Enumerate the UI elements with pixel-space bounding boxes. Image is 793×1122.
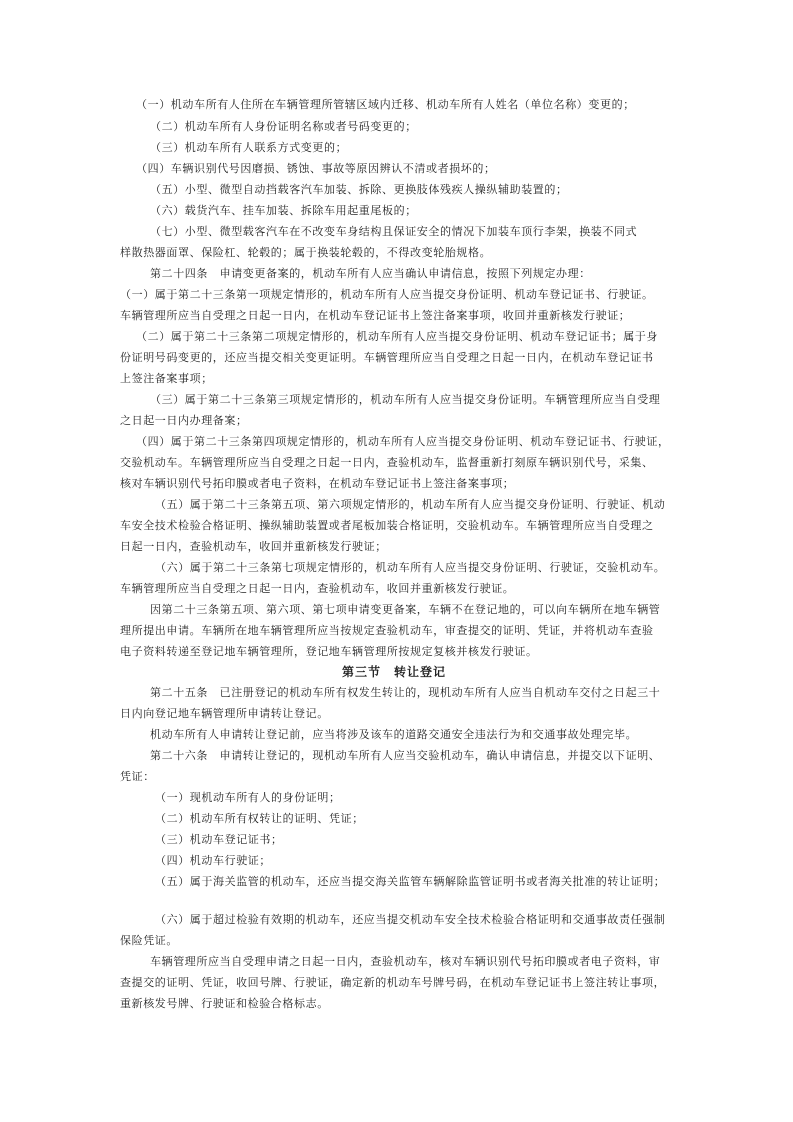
- article-24: 第二十四条 申请变更备案的，机动车所有人应当确认申请信息，按照下列规定办理：: [150, 267, 591, 280]
- text-line: 日起一日内，查验机动车，收回并重新核发行驶证；: [120, 540, 387, 553]
- text-line: 上签注备案事项；: [120, 372, 213, 385]
- text-line: （一）属于第二十三条第一项规定情形的，机动车所有人应当提交身份证明、机动车登记证书、行驶证。: [120, 288, 654, 301]
- text-line: 车辆管理所应当自受理之日起一日内，在机动车登记证书上签注备案事项，收回并重新核发行驶证；: [120, 309, 631, 322]
- text-line: （五）属于第二十三条第五项、第六项规定情形的，机动车所有人应当提交身份证明、行驶证、机动: [155, 498, 666, 511]
- text-line: （一）现机动车所有人的身份证明；: [155, 791, 341, 804]
- text-line: （七）小型、微型载客汽车在不改变车身结构且保证安全的情况下加装车顶行李架，换装不同式: [150, 225, 638, 238]
- article-25: 第二十五条 已注册登记的机动车所有权发生转让的，现机动车所有人应当自机动车交付之日起三十: [150, 686, 661, 699]
- text-line: 重新核发号牌、行驶证和检验合格标志。: [120, 997, 329, 1010]
- text-line: （四）机动车行驶证；: [155, 854, 271, 867]
- article-26: 第二十六条 申请转让登记的，现机动车所有人应当交验机动车，确认申请信息，并提交以下证明、: [150, 749, 661, 762]
- text-line: （三）机动车所有人联系方式变更的；: [150, 141, 348, 154]
- text-line: （二）属于第二十三条第二项规定情形的，机动车所有人应当提交身份证明、机动车登记证书；属于身: [136, 330, 658, 343]
- text-line: （二）机动车所有权转让的证明、凭证；: [155, 812, 364, 825]
- text-line: 核对车辆识别代号拓印膜或者电子资料，在机动车登记证书上签注备案事项；: [120, 477, 515, 490]
- text-line: （一）机动车所有人住所在车辆管理所管辖区域内迁移、机动车所有人姓名（单位名称）变更的；: [136, 98, 635, 111]
- text-line: （三）属于第二十三条第三项规定情形的，机动车所有人应当提交身份证明。车辆管理所应当自受理: [150, 393, 661, 406]
- text-line: 查提交的证明、凭证，收回号牌、行驶证，确定新的机动车号牌号码，在机动车登记证书上签注转让事项，: [120, 976, 666, 989]
- section-heading: 第三节 转让登记: [342, 665, 447, 679]
- text-line: 因第二十三条第五项、第六项、第七项申请变更备案，车辆不在登记地的，可以向车辆所在地车辆管: [150, 603, 661, 616]
- text-line: 电子资料转递至登记地车辆管理所，登记地车辆管理所按规定复核并核发行驶证。: [120, 645, 538, 658]
- text-line: 车辆管理所应当自受理申请之日起一日内，查验机动车，核对车辆识别代号拓印膜或者电子资料，审: [150, 955, 661, 968]
- text-line: （五）小型、微型自动挡载客汽车加装、拆除、更换肢体残疾人操纵辅助装置的；: [150, 183, 568, 196]
- text-line: 样散热器面罩、保险杠、轮毂的；属于换装轮毂的，不得改变轮胎规格。: [120, 246, 492, 259]
- text-line: 理所提出申请。车辆所在地车辆管理所应当按规定查验机动车，审查提交的证明、凭证，并将机动车查验: [120, 624, 654, 637]
- text-line: 车辆管理所应当自受理之日起一日内，查验机动车，收回并重新核发行驶证。: [120, 582, 515, 595]
- text-line: 交验机动车。车辆管理所应当自受理之日起一日内，查验机动车，监督重新打刻原车辆识别代号，采集、: [120, 456, 654, 469]
- text-line: （二）机动车所有人身份证明名称或者号码变更的；: [150, 120, 417, 133]
- text-line: 机动车所有人申请转让登记前，应当将涉及该车的道路交通安全违法行为和交通事故处理完毕。: [150, 728, 638, 741]
- text-line: （三）机动车登记证书；: [155, 833, 283, 846]
- text-line: （六）属于第二十三条第七项规定情形的，机动车所有人应当提交身份证明、行驶证，交验机动车。: [155, 561, 666, 574]
- text-line: 日内向登记地车辆管理所申请转让登记。: [120, 707, 329, 720]
- text-line: （四）属于第二十三条第四项规定情形的，机动车所有人应当提交身份证明、机动车登记证书、行驶证，: [136, 435, 670, 448]
- text-line: 之日起一日内办理备案；: [120, 414, 248, 427]
- text-line: 凭证：: [120, 770, 155, 783]
- text-line: （六）载货汽车、挂车加装、拆除车用起重尾板的；: [150, 204, 417, 217]
- text-line: （五）属于海关监管的机动车，还应当提交海关监管车辆解除监管证明书或者海关批准的转让证明；: [155, 875, 666, 888]
- text-line: 车安全技术检验合格证明、操纵辅助装置或者尾板加装合格证明，交验机动车。车辆管理所应当自受理之: [120, 519, 654, 532]
- text-line: 保险凭证。: [120, 934, 178, 947]
- text-line: （六）属于超过检验有效期的机动车，还应当提交机动车安全技术检验合格证明和交通事故责任强制: [155, 913, 666, 926]
- text-line: （四）车辆识别代号因磨损、锈蚀、事故等原因辨认不清或者损坏的；: [136, 162, 496, 175]
- text-line: 份证明号码变更的，还应当提交相关变更证明。车辆管理所应当自受理之日起一日内，在机动车登记证书: [120, 351, 654, 364]
